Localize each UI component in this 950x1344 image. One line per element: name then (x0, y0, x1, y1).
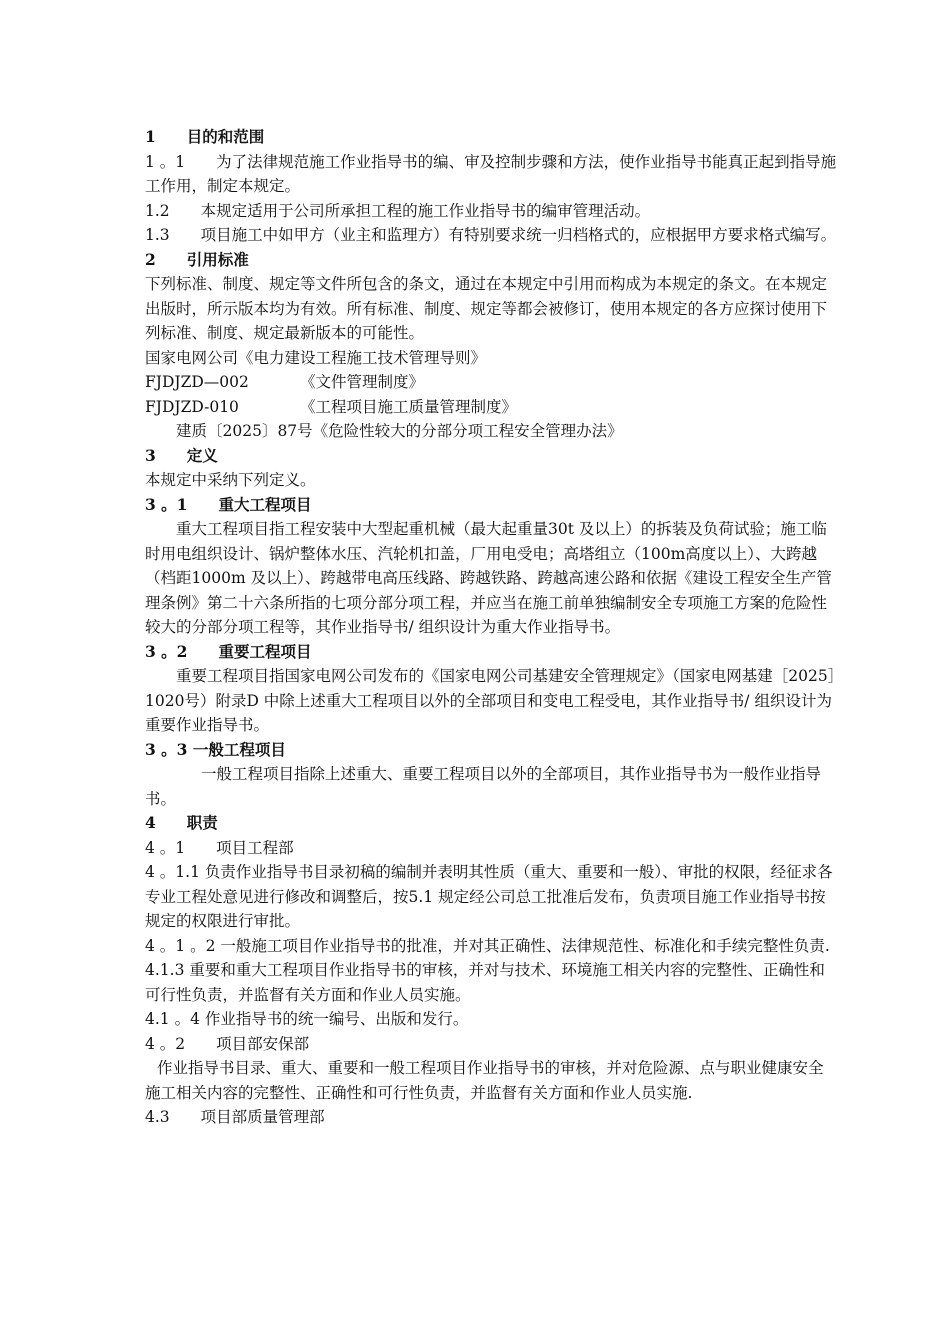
clause-4-1-1: 4 。1.1 负责作业指导书目录初稿的编制并表明其性质（重大、重要和一般）、审批的权限，经征求各专业工程处意见进行修改和调整后，按5.1 规定经公司总工批准后发布，负责项目施工作业指导书按规定的权限进行审批。 (145, 863, 833, 930)
section-2-paragraph: 下列标准、制度、规定等文件所包含的条文，通过在本规定中引用而构成为本规定的条文。在本规定出版时，所示版本均为有效。所有标准、制度、规定等都会被修订，使用本规定的各方应探讨使用下列标准、制度、规定最新版本的可能性。 (145, 275, 828, 342)
clause-1-3: 1.3 项目施工中如甲方（业主和监理方）有特别要求统一归档格式的，应根据甲方要求格式编写。 (145, 226, 837, 244)
clause-4-3: 4.3 项目部质量管理部 (145, 1108, 325, 1126)
clause-3-1-heading: 3 。1 重大工程项目 (145, 494, 312, 514)
clause-3-3-paragraph: 一般工程项目指除上述重大、重要工程项目以外的全部项目，其作业指导书为一般作业指导书。 (145, 765, 822, 808)
reference-2 (145, 370, 837, 395)
section-4-heading: 4 职责 (145, 813, 218, 832)
section-1-heading: 1 目的和范围 (145, 127, 265, 146)
clause-1-2: 1.2 本规定适用于公司所承担工程的施工作业指导书的编审管理活动。 (145, 201, 651, 220)
clause-4-2-paragraph: 作业指导书目录、重大、重要和一般工程项目作业指导书的审核，并对危险源、点与职业健康安全施工相关内容的完整性、正确性和可行性负责，并监督有关方面和作业人员实施. (145, 1059, 824, 1102)
reference-4: 建质〔2025〕87号《危险性较大的分部分项工程安全管理办法》 (176, 422, 623, 440)
clause-3-2-paragraph: 重要工程项目指国家电网公司发布的《国家电网公司基建安全管理规定》（国家电网基建［2025］1020号）附录D 中除上述重大工程项目以外的全部项目和变电工程受电，其作业指导书/ 组织设计为重要作业指导书。 (145, 667, 836, 734)
reference-2-title: 《文件管理制度》 (300, 373, 425, 391)
clause-3-1-paragraph: 重大工程项目指工程安装中大型起重机械（最大起重量30t 及以上）的拆装及负荷试验；施工临时用电组织设计、锅炉整体水压、汽轮机扣盖，厂用电受电；高塔组立（100m高度以上）、大跨越（档距1000m 及以上）、跨越带电高压线路、跨越铁路、跨越高速公路和依据《建设工程安全生产管理条例》第二十六条所指的七项分部分项工程，并应当在施工前单独编制安全专项施工方案的危险性较大的分部分项工程等，其作业指导书/ 组织设计为重大作业指导书。 (145, 520, 832, 636)
clause-4-2: 4 。2 项目部安保部 (145, 1034, 310, 1053)
clause-4-1-3: 4.1.3 重要和重大工程项目作业指导书的审核，并对与技术、环境施工相关内容的完整性、正确性和可行性负责，并监督有关方面和作业人员实施。 (145, 961, 825, 1004)
reference-3-code: FJDJZD-010 (145, 397, 239, 416)
clause-4-1: 4 。1 项目工程部 (145, 838, 294, 857)
reference-1: 国家电网公司《电力建设工程施工技术管理导则》 (145, 348, 487, 367)
clause-4-1-2: 4 。1 。2 一般施工项目作业指导书的批准，并对其正确性、法律规范性、标准化和手续完整性负责. (145, 936, 830, 955)
clause-3-2-heading: 3 。2 重要工程项目 (145, 641, 312, 661)
section-3-heading: 3 定义 (145, 445, 218, 465)
clause-1-1: 1 。1 为了法律规范施工作业指导书的编、审及控制步骤和方法，使作业指导书能真正起到指导施工作用，制定本规定。 (145, 152, 837, 195)
clause-4-1-4: 4.1 。4 作业指导书的统一编号、出版和发行。 (145, 1010, 469, 1028)
reference-3 (145, 395, 837, 420)
section-2-heading: 2 引用标准 (145, 249, 249, 269)
clause-3-3-heading: 3 。3 一般工程项目 (145, 739, 286, 759)
section-3-paragraph: 本规定中采纳下列定义。 (145, 471, 316, 489)
reference-2-code: FJDJZD—002 (145, 373, 249, 391)
document-page (145, 125, 837, 1130)
reference-3-title: 《工程项目施工质量管理制度》 (300, 397, 518, 416)
